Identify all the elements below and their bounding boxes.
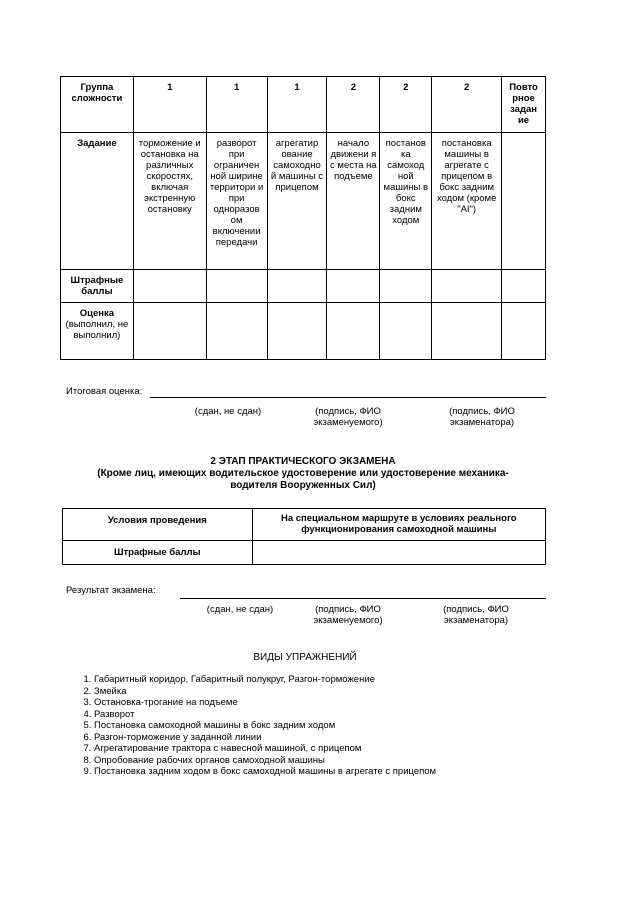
score-cell[interactable] <box>267 303 327 360</box>
penalty-cell[interactable] <box>432 270 502 303</box>
score-cell[interactable] <box>133 303 206 360</box>
score-cell[interactable] <box>502 303 546 360</box>
exercises-list <box>78 674 564 778</box>
exam-table-stage2 <box>62 508 546 565</box>
group-cell: 2 <box>327 77 380 133</box>
exercises-title: ВИДЫ УПРАЖНЕНИЙ <box>253 652 357 663</box>
group-row <box>61 77 546 133</box>
penalty-cell[interactable] <box>133 270 206 303</box>
penalty-cell[interactable] <box>267 270 327 303</box>
task-cell: разворот при ограничен ной ширине территори и при одноразов ом включении передачи <box>206 133 267 270</box>
penalty-cell[interactable] <box>380 270 432 303</box>
score-cell[interactable] <box>327 303 380 360</box>
result-line[interactable] <box>180 598 546 599</box>
stage2-title: 2 ЭТАП ПРАКТИЧЕСКОГО ЭКЗАМЕНА <box>210 456 396 467</box>
score-row <box>61 303 546 360</box>
exercise-item: 6. Разгон-торможение у заданной линии <box>94 732 564 744</box>
task-label: Задание <box>61 133 134 270</box>
group-cell: 2 <box>380 77 432 133</box>
exercise-item: 7. Агрегатирование трактора с навесной машиной, с прицепом <box>94 743 564 755</box>
sig2-examinee: (подпись, ФИО экзаменуемого) <box>313 604 383 626</box>
conditions-label: Условия проведения <box>63 509 253 541</box>
score-label <box>61 303 134 360</box>
penalty-cell[interactable] <box>327 270 380 303</box>
sig2-examiner: (подпись, ФИО экзаменатора) <box>443 604 509 626</box>
task-cell: агрегатир ование самоходно й машины с прицепом <box>267 133 327 270</box>
group-cell: 1 <box>206 77 267 133</box>
group-cell: 2 <box>432 77 502 133</box>
sig2-passed: (сдан, не сдан) <box>206 604 274 615</box>
group-label: Группа сложности <box>61 77 134 133</box>
score-label-bold: Оценка <box>79 308 115 319</box>
group-cell: 1 <box>267 77 327 133</box>
exercise-item: 8. Опробование рабочих органов самоходной машины <box>94 755 564 767</box>
task-cell: торможение и остановка на различных скоростях, включая экстренную остановку <box>133 133 206 270</box>
penalty-cell[interactable] <box>502 270 546 303</box>
stage2-penalty-cell[interactable] <box>252 541 545 565</box>
exercise-item: 3. Остановка-трогание на подъеме <box>94 697 564 709</box>
stage2-subtitle: (Кроме лиц, имеющих водительское удостоверение или удостоверение механика-водителя Вооруженных Сил) <box>97 468 509 491</box>
score-cell[interactable] <box>432 303 502 360</box>
conditions-value: На специальном маршруте в условиях реального функционирования самоходной машины <box>252 509 545 541</box>
final-score-label: Итоговая оценка: <box>66 386 143 397</box>
exam-table-stage1 <box>60 76 546 360</box>
group-cell: 1 <box>133 77 206 133</box>
exercise-item: 1. Габаритный коридор, Габаритный полукруг, Разгон-торможение <box>94 674 564 686</box>
score-label-note: (выполнил, не выполнил) <box>65 319 129 341</box>
exercise-item: 9. Постановка задним ходом в бокс самоходной машины в агрегате с прицепом <box>94 766 564 778</box>
sig1-passed: (сдан, не сдан) <box>194 406 262 417</box>
final-score-line[interactable] <box>150 397 546 398</box>
task-row <box>61 133 546 270</box>
penalty-cell[interactable] <box>206 270 267 303</box>
task-cell: постановка машины в агрегате с прицепом в бокс задним ходом (кроме "AI") <box>432 133 502 270</box>
task-cell <box>502 133 546 270</box>
penalty-label: Штрафные баллы <box>61 270 134 303</box>
repeat-task-header: Повто рное задан ие <box>502 77 546 133</box>
exercise-item: 5. Постановка самоходной машины в бокс задним ходом <box>94 720 564 732</box>
penalty-row <box>61 270 546 303</box>
task-cell: постанов ка самоход ной машины в бокс задним ходом <box>380 133 432 270</box>
score-cell[interactable] <box>380 303 432 360</box>
conditions-row <box>63 509 546 541</box>
result-label: Результат экзамена: <box>66 585 156 596</box>
stage2-penalty-label: Штрафные баллы <box>63 541 253 565</box>
sig1-examinee: (подпись, ФИО экзаменуемого) <box>313 406 383 428</box>
exercise-item: 2. Змейка <box>94 686 564 698</box>
stage2-penalty-row <box>63 541 546 565</box>
sig1-examiner: (подпись, ФИО экзаменатора) <box>449 406 515 428</box>
score-cell[interactable] <box>206 303 267 360</box>
task-cell: начало движени я с места на подъеме <box>327 133 380 270</box>
exercise-item: 4. Разворот <box>94 709 564 721</box>
